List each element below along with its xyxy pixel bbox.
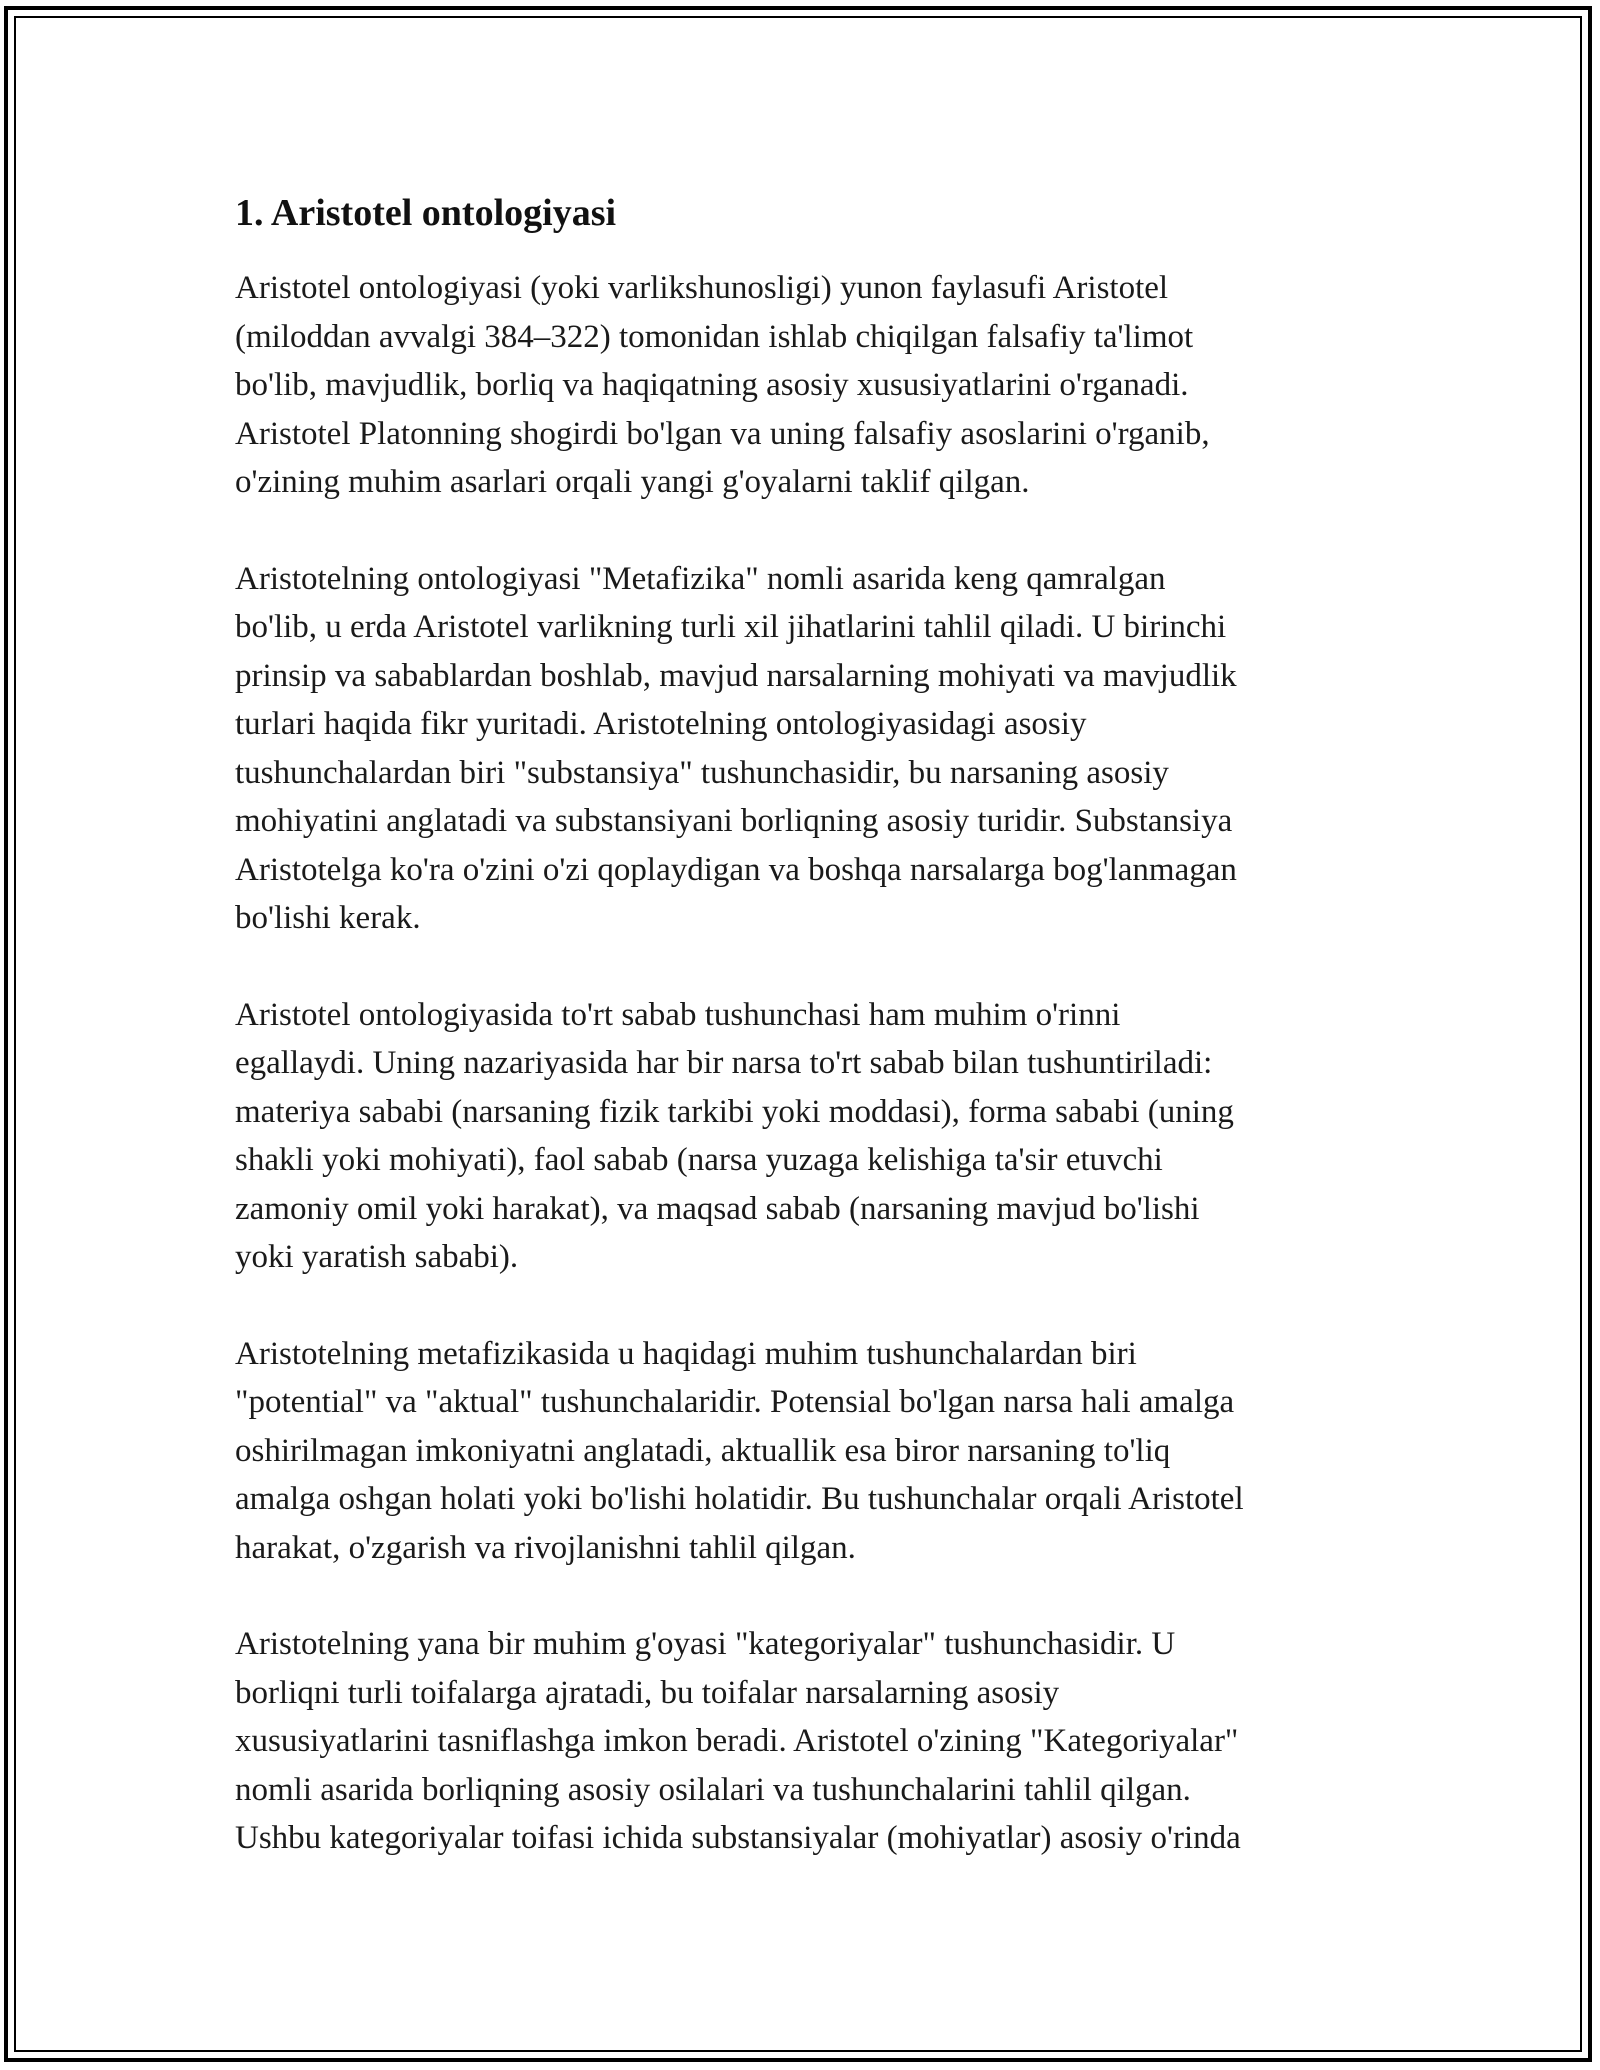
paragraph-line: tushunchalardan biri "substansiya" tushunchasidir, bu narsaning asosiy [235,754,1169,791]
paragraph-line: (miloddan avvalgi 384–322) tomonidan ishlab chiqilgan falsafiy ta'limot [235,318,1194,355]
paragraph-line: Aristotel ontologiyasida to'rt sabab tushunchasi ham muhim o'rinni [235,996,1121,1033]
paragraph-5 [235,1620,1385,1863]
paragraph-line: Aristotelga ko'ra o'zini o'zi qoplaydigan va boshqa narsalarga bog'lanmagan [235,851,1237,888]
paragraph-line: oshirilmagan imkoniyatni anglatadi, aktuallik esa biror narsaning to'liq [235,1432,1171,1469]
paragraph-line: zamoniy omil yoki harakat), va maqsad sabab (narsaning mavjud bo'lishi [235,1190,1200,1227]
paragraph-line: harakat, o'zgarish va rivojlanishni tahlil qilgan. [235,1529,856,1566]
paragraph-line: egallaydi. Uning nazariyasida har bir narsa to'rt sabab bilan tushuntiriladi: [235,1045,1213,1081]
paragraph-2 [235,555,1385,943]
paragraph-line: Aristotelning ontologiyasi "Metafizika" nomli asarida keng qamralgan [235,560,1166,597]
paragraph-line: o'zining muhim asarlari orqali yangi g'oyalarni taklif qilgan. [235,464,1030,500]
paragraph-line: Ushbu kategoriyalar toifasi ichida substansiyalar (mohiyatlar) asosiy o'rinda [235,1820,1241,1856]
paragraph-line: yoki yaratish sababi). [235,1239,519,1275]
paragraph-line: nomli asarida borliqning asosiy osilalari va tushunchalarini tahlil qilgan. [235,1771,1191,1808]
paragraph-line: mohiyatini anglatadi va substansiyani borliqning asosiy turidir. Substansiya [235,803,1233,839]
paragraph-line: bo'lishi kerak. [235,900,421,936]
paragraph-line: borliqni turli toifalarga ajratadi, bu toifalar narsalarning asosiy [235,1674,1060,1711]
paragraph-line: Aristotelning metafizikasida u haqidagi muhim tushunchalardan biri [235,1335,1137,1372]
paragraph-line: Aristotel ontologiyasi (yoki varlikshunosligi) yunon faylasufi Aristotel [235,270,1169,306]
paragraph-line: prinsip va sabablardan boshlab, mavjud narsalarning mohiyati va mavjudlik [235,657,1237,694]
paragraph-line: xususiyatlarini tasniflashga imkon beradi. Aristotel o'zining "Kategoriyalar" [235,1723,1239,1759]
paragraph-line: amalga oshgan holati yoki bo'lishi holatidir. Bu tushunchalar orqali Aristotel [235,1481,1244,1517]
paragraph-1 [235,264,1385,507]
paragraph-line: bo'lib, mavjudlik, borliq va haqiqatning asosiy xususiyatlarini o'rganadi. [235,367,1189,403]
paragraph-line: "potential" va "aktual" tushunchalaridir. Potensial bo'lgan narsa hali amalga [235,1384,1235,1420]
paragraph-line: shakli yoki mohiyati), faol sabab (narsa yuzaga kelishiga ta'sir etuvchi [235,1142,1163,1178]
document-body [235,188,1385,1911]
paragraph-line: Aristotel Platonning shogirdi bo'lgan va uning falsafiy asoslarini o'rganib, [235,415,1210,452]
paragraph-line: Aristotelning yana bir muhim g'oyasi "kategoriyalar" tushunchasidir. U [235,1626,1176,1662]
paragraph-line: materiya sababi (narsaning fizik tarkibi yoki moddasi), forma sababi (uning [235,1093,1234,1130]
paragraph-line: bo'lib, u erda Aristotel varlikning turli xil jihatlarini tahlil qiladi. U birinchi [235,609,1227,645]
paragraph-4 [235,1330,1385,1573]
paragraph-line: turlari haqida fikr yuritadi. Aristotelning ontologiyasidagi asosiy [235,706,1087,742]
paragraph-3 [235,991,1385,1282]
section-heading: 1. Aristotel ontologiyasi [235,192,617,234]
